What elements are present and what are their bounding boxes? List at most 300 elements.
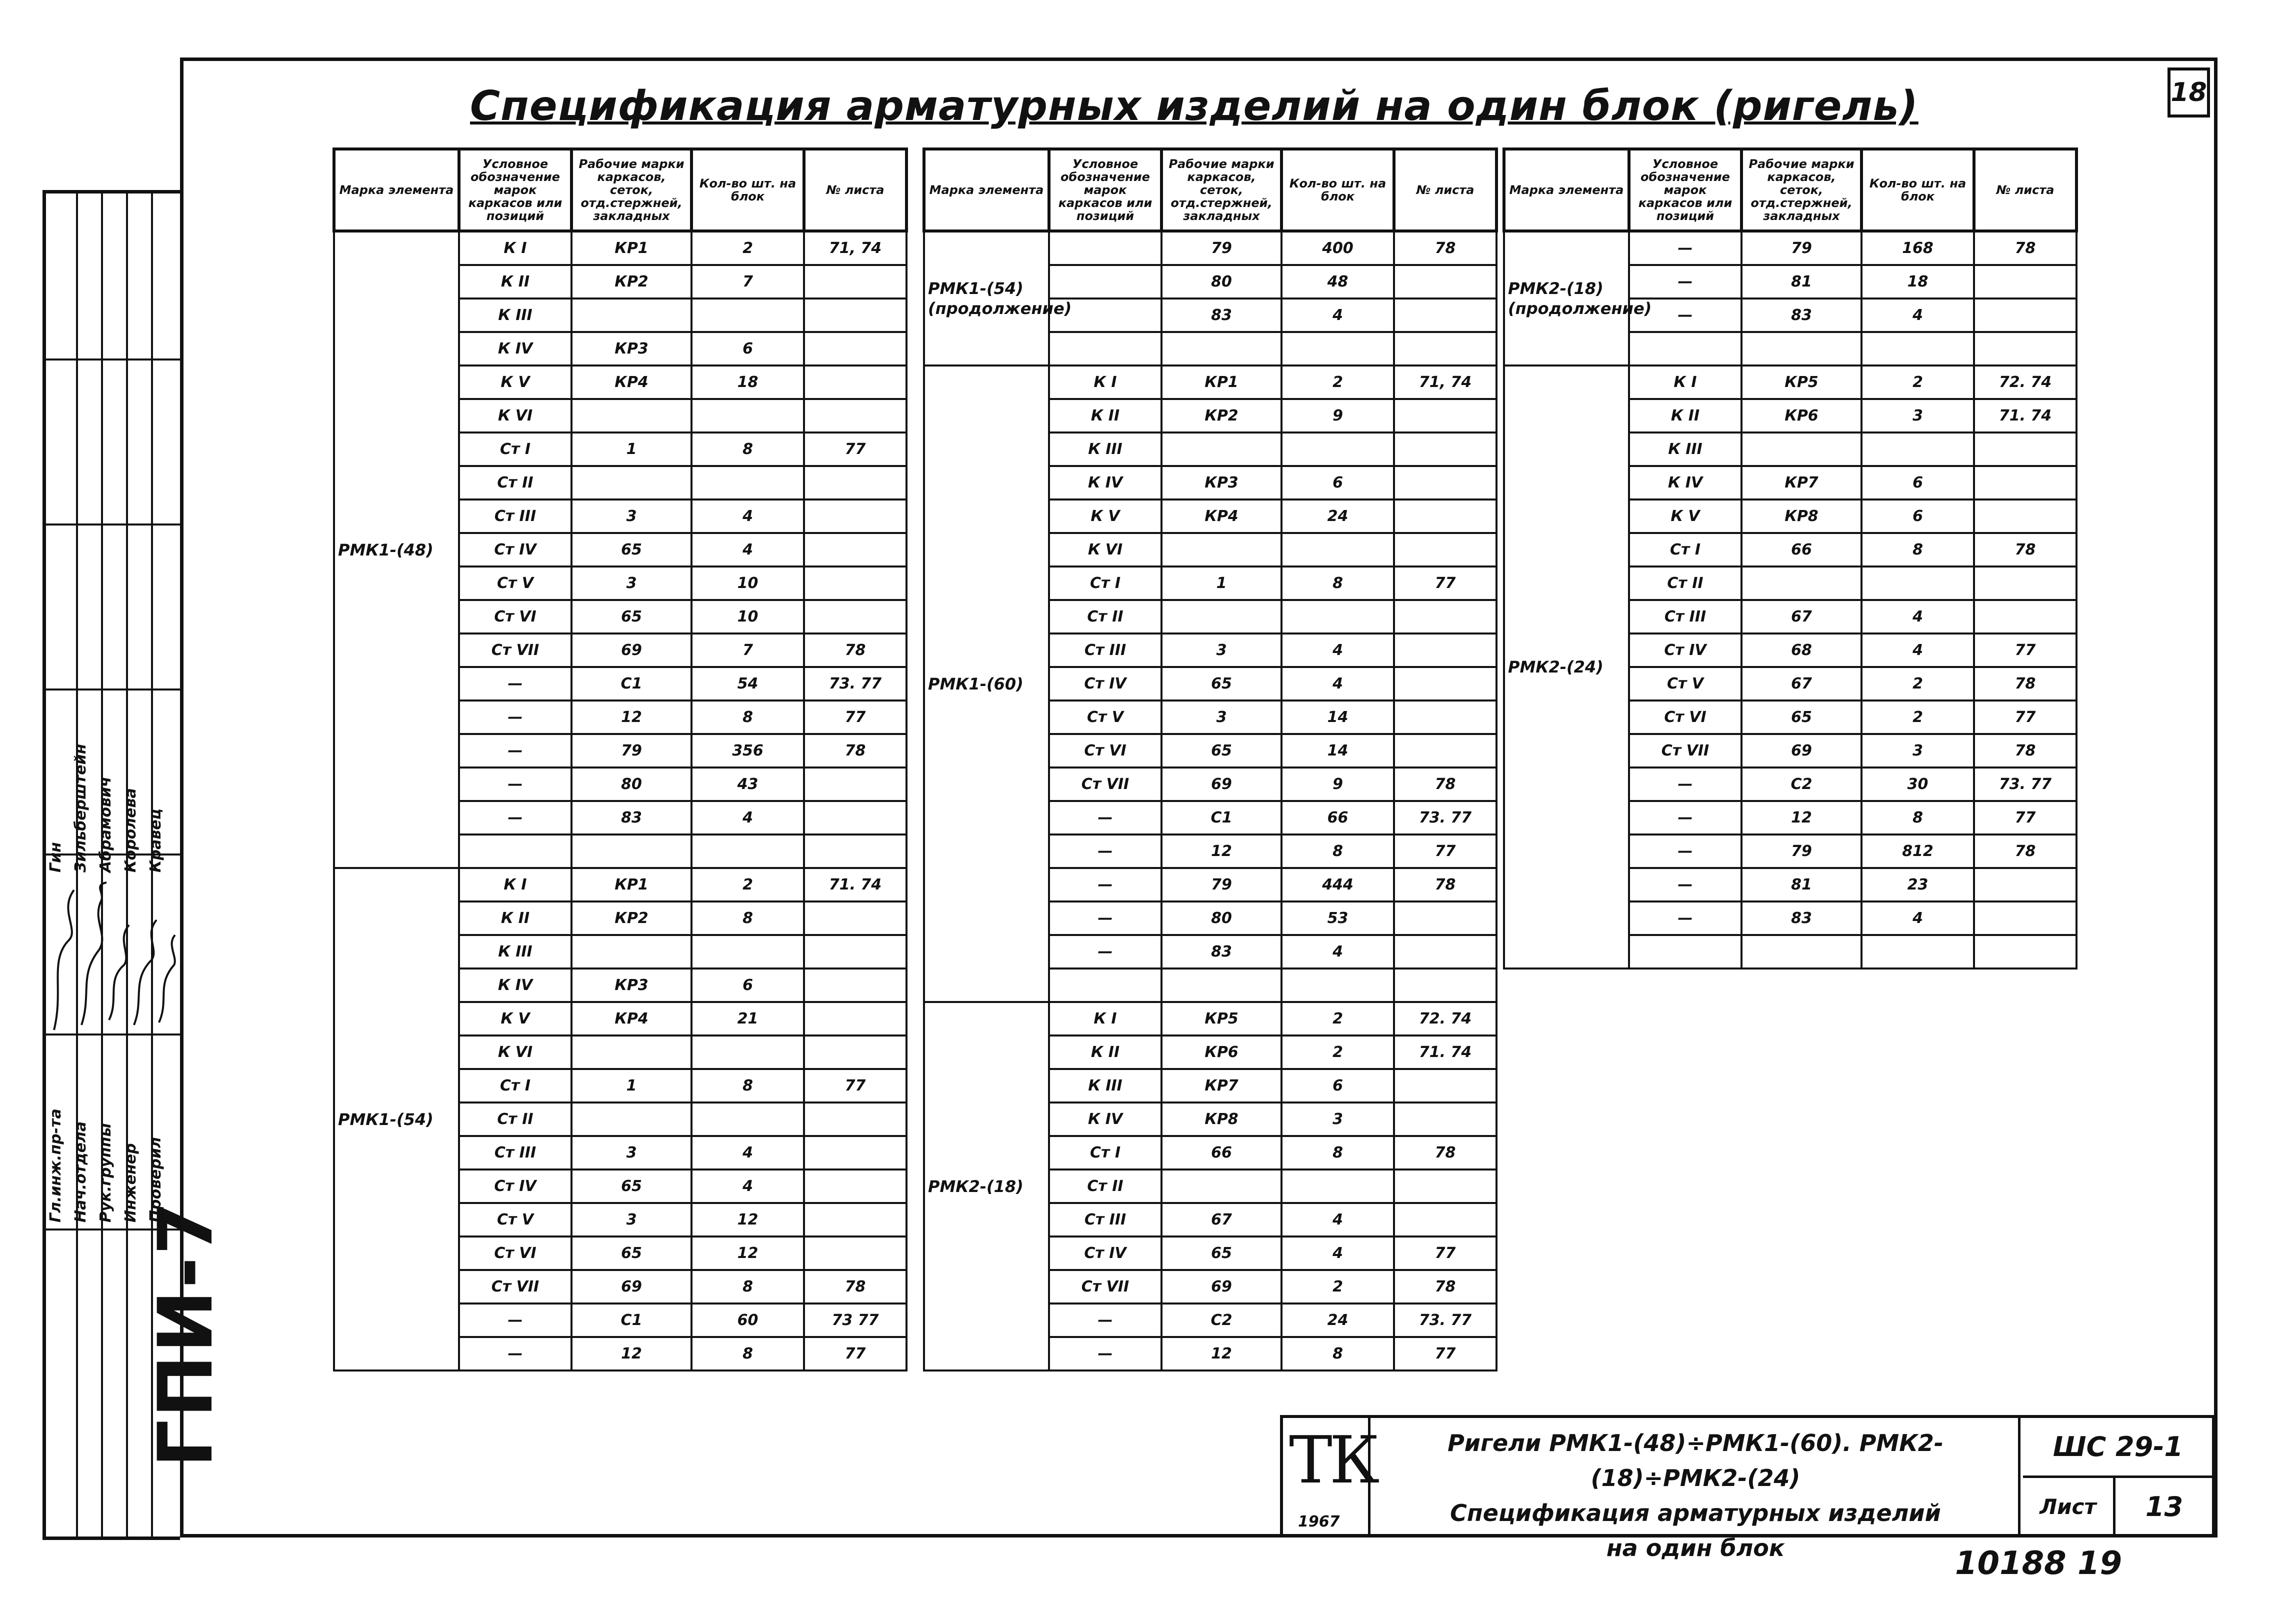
header-workmark: Рабочие марки каркасов, сеток, отд.стержней, закладных	[1162, 149, 1282, 231]
qty-cell: 2	[1862, 700, 1974, 734]
symbol-cell: —	[1629, 265, 1742, 298]
sheet-cell: 71. 74	[1394, 1036, 1496, 1069]
workmark-cell: КР2	[572, 265, 692, 298]
symbol-cell: К III	[1049, 1069, 1162, 1102]
workmark-cell: КР4	[572, 1002, 692, 1036]
symbol-cell: К II	[459, 902, 572, 935]
workmark-cell: 79	[1162, 868, 1282, 902]
qty-cell: 2	[1862, 667, 1974, 700]
workmark-cell	[572, 935, 692, 968]
qty-cell: 6	[1282, 466, 1394, 500]
sheet-cell	[804, 265, 906, 298]
workmark-cell: 65	[572, 1236, 692, 1270]
workmark-cell: 67	[1162, 1203, 1282, 1236]
qty-cell	[1862, 935, 1974, 968]
qty-cell: 7	[692, 265, 804, 298]
sheet-cell: 78	[804, 734, 906, 768]
approver-name: Гин	[47, 842, 64, 872]
header-workmark: Рабочие марки каркасов, сеток, отд.стержней, закладных	[1742, 149, 1862, 231]
sheet-cell	[1394, 1170, 1496, 1203]
qty-cell: 8	[692, 432, 804, 466]
approver-name: Кравец	[147, 808, 164, 872]
sheet-cell: 78	[1974, 533, 2076, 566]
symbol-cell: —	[459, 1337, 572, 1370]
workmark-cell: КР2	[1162, 399, 1282, 432]
qty-cell: 2	[1282, 1036, 1394, 1069]
sheet-cell	[804, 1136, 906, 1170]
workmark-cell: КР5	[1742, 366, 1862, 399]
workmark-cell: 12	[572, 1337, 692, 1370]
symbol-cell: К VI	[1049, 533, 1162, 566]
role-label: Инженер	[122, 1143, 140, 1222]
workmark-cell: 69	[572, 634, 692, 667]
sheet-cell: 78	[1974, 231, 2076, 265]
workmark-cell: 65	[1162, 734, 1282, 768]
workmark-cell: 69	[572, 1270, 692, 1304]
symbol-cell: Ст II	[1049, 1170, 1162, 1203]
symbol-cell: Ст VI	[1629, 700, 1742, 734]
sheet-no: 13	[2145, 1491, 2184, 1522]
qty-cell: 444	[1282, 868, 1394, 902]
sheet-cell: 77	[1394, 834, 1496, 868]
sheet-cell	[804, 533, 906, 566]
left-stamp-code: ГПИ-7	[142, 1200, 230, 1468]
strip-line	[46, 524, 180, 526]
qty-cell: 2	[1282, 1270, 1394, 1304]
sheet-cell	[1974, 566, 2076, 600]
element-mark-cell: РМК1-(60)	[924, 366, 1049, 1002]
qty-cell: 812	[1862, 834, 1974, 868]
symbol-cell: —	[1049, 868, 1162, 902]
workmark-cell: 79	[1742, 231, 1862, 265]
workmark-cell: КР3	[572, 332, 692, 366]
qty-cell	[692, 466, 804, 500]
symbol-cell: —	[1049, 801, 1162, 834]
sheet-cell: 78	[804, 1270, 906, 1304]
qty-cell: 4	[692, 1136, 804, 1170]
approver-name: Зильберштейн	[72, 744, 90, 872]
archive-number: 10188 19	[1955, 1545, 2122, 1582]
sheet-cell	[1394, 968, 1496, 1002]
sheet-cell: 78	[804, 634, 906, 667]
sheet-cell	[804, 902, 906, 935]
workmark-cell: 83	[572, 801, 692, 834]
workmark-cell: 79	[572, 734, 692, 768]
workmark-cell: 81	[1742, 868, 1862, 902]
sheet-cell: 77	[1394, 566, 1496, 600]
strip-line	[46, 688, 180, 690]
workmark-cell: 3	[572, 500, 692, 533]
sheet-cell	[1974, 298, 2076, 332]
sheet-cell	[804, 298, 906, 332]
workmark-cell: 69	[1162, 1270, 1282, 1304]
sheet-cell	[804, 500, 906, 533]
series-code: ШС 29-1	[2023, 1418, 2213, 1478]
workmark-cell: 65	[572, 600, 692, 634]
symbol-cell: Ст V	[1049, 700, 1162, 734]
role-label: Гл.инж.пр-та	[47, 1108, 64, 1222]
spec-table-2	[922, 148, 1498, 1372]
symbol-cell: —	[459, 734, 572, 768]
approver-name: Абрамович	[97, 776, 114, 872]
qty-cell: 6	[1862, 500, 1974, 533]
sheet-cell: 72. 74	[1394, 1002, 1496, 1036]
header-symbol: Условное обозначение марок каркасов или позиций	[1629, 149, 1742, 231]
element-mark-cell: РМК2-(18) (продолжение)	[1504, 231, 1629, 366]
role-label: Рук.группы	[97, 1123, 114, 1222]
symbol-cell: Ст VI	[459, 1236, 572, 1270]
spec-table-1	[332, 148, 908, 1372]
sheet-cell	[1974, 935, 2076, 968]
symbol-cell: Ст VII	[459, 634, 572, 667]
workmark-cell: КР3	[1162, 466, 1282, 500]
workmark-cell: КР3	[572, 968, 692, 1002]
symbol-cell: К VI	[459, 399, 572, 432]
qty-cell: 60	[692, 1304, 804, 1337]
sheet-cell	[1394, 667, 1496, 700]
table-row	[924, 1002, 1496, 1036]
qty-cell	[1282, 533, 1394, 566]
qty-cell: 12	[692, 1236, 804, 1270]
sheet-cell: 71. 74	[804, 868, 906, 902]
sheet-cell	[1394, 1069, 1496, 1102]
symbol-cell: К IV	[1049, 466, 1162, 500]
workmark-cell: 69	[1742, 734, 1862, 768]
symbol-cell: Ст III	[1629, 600, 1742, 634]
qty-cell	[692, 399, 804, 432]
workmark-cell: 68	[1742, 634, 1862, 667]
qty-cell: 12	[692, 1203, 804, 1236]
qty-cell	[1862, 566, 1974, 600]
sheet-cell	[804, 801, 906, 834]
symbol-cell: Ст I	[459, 1069, 572, 1102]
qty-cell	[692, 1102, 804, 1136]
workmark-cell: 79	[1742, 834, 1862, 868]
sheet-cell	[1394, 634, 1496, 667]
qty-cell: 2	[1282, 1002, 1394, 1036]
workmark-cell: 66	[1742, 533, 1862, 566]
workmark-cell: 12	[1162, 834, 1282, 868]
sheet-cell	[804, 399, 906, 432]
symbol-cell: К I	[1629, 366, 1742, 399]
sheet-cell	[804, 332, 906, 366]
header-symbol: Условное обозначение марок каркасов или позиций	[1049, 149, 1162, 231]
workmark-cell	[1162, 332, 1282, 366]
organization-mark: ТК	[1289, 1422, 1377, 1498]
workmark-cell: 1	[572, 1069, 692, 1102]
sheet-cell	[1394, 600, 1496, 634]
workmark-cell	[1162, 600, 1282, 634]
sheet-cell: 77	[1974, 801, 2076, 834]
symbol-cell: К V	[1049, 500, 1162, 533]
sheet-cell	[804, 1102, 906, 1136]
role-label: Нач.отдела	[72, 1121, 90, 1222]
qty-cell: 6	[692, 332, 804, 366]
qty-cell: 30	[1862, 768, 1974, 801]
workmark-cell	[1742, 566, 1862, 600]
header-sheet: № листа	[804, 149, 906, 231]
sheet-cell: 71, 74	[1394, 366, 1496, 399]
symbol-cell: —	[459, 667, 572, 700]
qty-cell: 4	[692, 500, 804, 533]
header-mark: Марка элемента	[334, 149, 459, 231]
qty-cell: 8	[1282, 1136, 1394, 1170]
table-3-body	[1504, 231, 2076, 968]
qty-cell: 4	[1282, 634, 1394, 667]
title-line-1: Ригели РМК1-(48)÷РМК1-(60). РМК2-(18)÷РМК2-(24)	[1448, 1430, 1944, 1492]
symbol-cell: Ст VII	[1049, 1270, 1162, 1304]
sheet-cell	[1974, 500, 2076, 533]
sheet-cell	[1394, 332, 1496, 366]
workmark-cell: 1	[572, 432, 692, 466]
symbol-cell	[1629, 935, 1742, 968]
header-mark: Марка элемента	[1504, 149, 1629, 231]
qty-cell: 4	[1862, 600, 1974, 634]
sheet-cell: 78	[1394, 1136, 1496, 1170]
sheet-label: Лист	[2023, 1478, 2116, 1536]
symbol-cell	[459, 834, 572, 868]
sheet-cell	[1974, 600, 2076, 634]
symbol-cell: К VI	[459, 1036, 572, 1069]
workmark-cell: 65	[572, 1170, 692, 1203]
workmark-cell: 12	[1742, 801, 1862, 834]
sheet-cell	[1394, 734, 1496, 768]
qty-cell: 8	[692, 902, 804, 935]
workmark-cell	[1162, 432, 1282, 466]
symbol-cell: —	[1629, 298, 1742, 332]
symbol-cell: К I	[1049, 1002, 1162, 1036]
workmark-cell: 3	[1162, 700, 1282, 734]
sheet-cell: 73. 77	[804, 667, 906, 700]
workmark-cell: 81	[1742, 265, 1862, 298]
symbol-cell: —	[1049, 1337, 1162, 1370]
workmark-cell	[1742, 432, 1862, 466]
workmark-cell	[1162, 968, 1282, 1002]
table-row	[1504, 231, 2076, 265]
symbol-cell: Ст VII	[459, 1270, 572, 1304]
element-mark-cell: РМК1-(54) (продолжение)	[924, 231, 1049, 366]
symbol-cell: Ст IV	[459, 533, 572, 566]
symbol-cell: Ст V	[459, 566, 572, 600]
symbol-cell: —	[1049, 902, 1162, 935]
symbol-cell: Ст I	[1049, 566, 1162, 600]
workmark-cell: 83	[1162, 935, 1282, 968]
qty-cell	[1282, 332, 1394, 366]
workmark-cell: КР1	[572, 231, 692, 265]
symbol-cell: Ст VII	[1629, 734, 1742, 768]
qty-cell: 43	[692, 768, 804, 801]
workmark-cell: 69	[1162, 768, 1282, 801]
qty-cell: 3	[1282, 1102, 1394, 1136]
symbol-cell: Ст V	[459, 1203, 572, 1236]
workmark-cell: 80	[1162, 265, 1282, 298]
workmark-cell: КР2	[572, 902, 692, 935]
symbol-cell	[1629, 332, 1742, 366]
sheet-cell	[1974, 868, 2076, 902]
table-row	[334, 231, 906, 265]
symbol-cell: Ст IV	[1049, 1236, 1162, 1270]
workmark-cell: 3	[572, 1136, 692, 1170]
qty-cell	[1282, 432, 1394, 466]
symbol-cell: Ст II	[1629, 566, 1742, 600]
header-sheet: № листа	[1974, 149, 2076, 231]
workmark-cell	[572, 466, 692, 500]
qty-cell: 8	[1282, 1337, 1394, 1370]
workmark-cell: 1	[1162, 566, 1282, 600]
symbol-cell: К V	[459, 366, 572, 399]
organization-logo	[1283, 1418, 1377, 1534]
symbol-cell: К III	[459, 298, 572, 332]
symbol-cell: Ст III	[459, 500, 572, 533]
sheet-cell	[804, 466, 906, 500]
symbol-cell: К II	[1049, 1036, 1162, 1069]
qty-cell: 8	[1862, 533, 1974, 566]
qty-cell: 8	[1282, 834, 1394, 868]
workmark-cell	[1742, 935, 1862, 968]
workmark-cell: С1	[572, 1304, 692, 1337]
workmark-cell: 83	[1162, 298, 1282, 332]
sheet-cell	[1974, 466, 2076, 500]
qty-cell: 4	[692, 533, 804, 566]
qty-cell: 4	[692, 1170, 804, 1203]
workmark-cell: КР1	[1162, 366, 1282, 399]
qty-cell: 18	[1862, 265, 1974, 298]
title-line-2: Спецификация арматурных изделий	[1450, 1500, 1941, 1526]
header-mark: Марка элемента	[924, 149, 1049, 231]
header-workmark: Рабочие марки каркасов, сеток, отд.стержней, закладных	[572, 149, 692, 231]
sheet-number: 18	[2168, 68, 2210, 118]
sheet-cell: 77	[1394, 1337, 1496, 1370]
qty-cell: 4	[1862, 298, 1974, 332]
symbol-cell	[1049, 968, 1162, 1002]
qty-cell: 14	[1282, 734, 1394, 768]
qty-cell: 66	[1282, 801, 1394, 834]
qty-cell: 3	[1862, 734, 1974, 768]
qty-cell: 9	[1282, 768, 1394, 801]
symbol-cell: —	[1049, 834, 1162, 868]
symbol-cell: Ст III	[1049, 634, 1162, 667]
symbol-cell: Ст I	[1629, 533, 1742, 566]
qty-cell: 23	[1862, 868, 1974, 902]
workmark-cell: 3	[572, 566, 692, 600]
table-row	[924, 231, 1496, 265]
workmark-cell: 65	[572, 533, 692, 566]
sheet-cell	[804, 968, 906, 1002]
workmark-cell: КР8	[1742, 500, 1862, 533]
table-1-body	[334, 231, 906, 1370]
qty-cell: 8	[1862, 801, 1974, 834]
symbol-cell: К III	[459, 935, 572, 968]
sheet-cell	[1394, 399, 1496, 432]
sheet-cell: 77	[804, 1069, 906, 1102]
sheet-cell	[1974, 902, 2076, 935]
sheet-cell: 78	[1974, 667, 2076, 700]
sheet-cell	[804, 1236, 906, 1270]
symbol-cell: К IV	[459, 968, 572, 1002]
drawing-year: 1967	[1298, 1513, 1340, 1530]
workmark-cell: КР8	[1162, 1102, 1282, 1136]
sheet-cell	[1394, 500, 1496, 533]
sheet-cell: 78	[1394, 231, 1496, 265]
sheet-cell: 71, 74	[804, 231, 906, 265]
symbol-cell: К I	[459, 231, 572, 265]
sheet-cell	[804, 834, 906, 868]
qty-cell: 10	[692, 566, 804, 600]
qty-cell: 2	[692, 868, 804, 902]
sheet-cell	[1394, 700, 1496, 734]
qty-cell: 168	[1862, 231, 1974, 265]
strip-line	[46, 358, 180, 360]
sheet-cell	[1394, 466, 1496, 500]
workmark-cell: 83	[1742, 298, 1862, 332]
workmark-cell: 65	[1162, 1236, 1282, 1270]
symbol-cell	[1049, 231, 1162, 265]
role-label: Проверил	[147, 1137, 164, 1222]
workmark-cell	[572, 298, 692, 332]
approver-name: Королева	[122, 788, 140, 872]
qty-cell: 8	[692, 1270, 804, 1304]
symbol-cell: —	[1629, 834, 1742, 868]
symbol-cell: К II	[1049, 399, 1162, 432]
symbol-cell: Ст II	[459, 1102, 572, 1136]
qty-cell: 4	[1282, 935, 1394, 968]
workmark-cell: КР6	[1162, 1036, 1282, 1069]
header-qty: Кол-во шт. на блок	[1862, 149, 1974, 231]
qty-cell: 6	[1862, 466, 1974, 500]
sheet-cell: 78	[1394, 868, 1496, 902]
element-mark-cell: РМК1-(54)	[334, 868, 459, 1370]
title-block-text	[1373, 1418, 2020, 1562]
table-row	[334, 868, 906, 902]
workmark-cell: 12	[1162, 1337, 1282, 1370]
qty-cell: 6	[1282, 1069, 1394, 1102]
qty-cell: 7	[692, 634, 804, 667]
symbol-cell: Ст VI	[1049, 734, 1162, 768]
workmark-cell: С2	[1162, 1304, 1282, 1337]
symbol-cell: К IV	[459, 332, 572, 366]
symbol-cell: Ст II	[459, 466, 572, 500]
workmark-cell	[572, 1102, 692, 1136]
qty-cell: 400	[1282, 231, 1394, 265]
element-mark-cell: РМК2-(18)	[924, 1002, 1049, 1370]
symbol-cell: Ст V	[1629, 667, 1742, 700]
header-qty: Кол-во шт. на блок	[692, 149, 804, 231]
sheet-cell: 78	[1974, 834, 2076, 868]
workmark-cell: 65	[1742, 700, 1862, 734]
symbol-cell: —	[459, 700, 572, 734]
workmark-cell: 67	[1742, 667, 1862, 700]
symbol-cell: Ст VII	[1049, 768, 1162, 801]
workmark-cell: КР5	[1162, 1002, 1282, 1036]
qty-cell	[1282, 1170, 1394, 1203]
symbol-cell: —	[1629, 902, 1742, 935]
workmark-cell	[1742, 332, 1862, 366]
table-2-body	[924, 231, 1496, 1370]
header-symbol: Условное обозначение марок каркасов или позиций	[459, 149, 572, 231]
qty-cell: 4	[1862, 634, 1974, 667]
qty-cell: 24	[1282, 1304, 1394, 1337]
symbol-cell: Ст IV	[1049, 667, 1162, 700]
qty-cell: 8	[1282, 566, 1394, 600]
qty-cell: 4	[1862, 902, 1974, 935]
workmark-cell: С2	[1742, 768, 1862, 801]
symbol-cell: К III	[1049, 432, 1162, 466]
workmark-cell: 83	[1742, 902, 1862, 935]
symbol-cell: Ст III	[459, 1136, 572, 1170]
sheet-cell	[804, 1002, 906, 1036]
symbol-cell: К IV	[1629, 466, 1742, 500]
symbol-cell	[1049, 265, 1162, 298]
